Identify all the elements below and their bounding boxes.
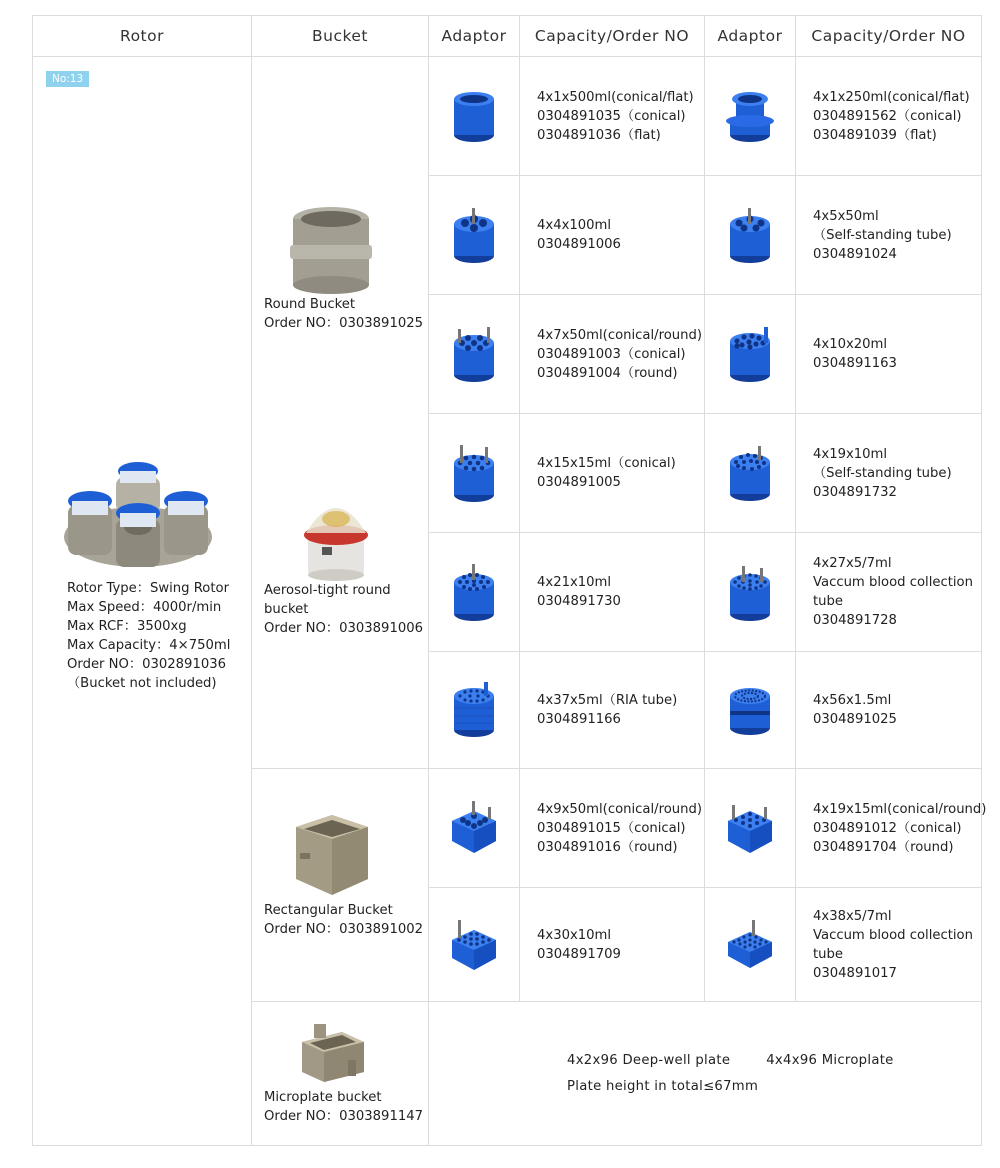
capacity-line: 4x19x10ml xyxy=(813,446,888,462)
adaptor-cell xyxy=(705,533,796,652)
adaptor-cell xyxy=(705,769,796,888)
capacity-cell xyxy=(520,769,705,888)
capacity-line: 0304891704（round) xyxy=(813,839,954,855)
swing-rotor-image xyxy=(25,457,251,573)
rotor-block xyxy=(33,457,251,693)
capacity-line: 0304891728 xyxy=(813,613,897,628)
capacity-line: 0304891012（conical) xyxy=(813,820,962,836)
capacity-line: 0304891016（round) xyxy=(537,839,678,855)
adaptor-cell xyxy=(429,176,520,295)
capacity-cell xyxy=(796,533,982,652)
capacity-line: 4x4x100ml xyxy=(537,218,612,233)
capacity-line: 0304891006 xyxy=(537,237,621,252)
capacity-cell xyxy=(796,888,982,1002)
adaptor-21-hole-icon xyxy=(450,582,498,601)
capacity-line: 0304891015（conical) xyxy=(537,820,686,836)
microplate-bucket-image xyxy=(264,1020,424,1088)
capacity-cell xyxy=(520,57,705,176)
header-bucket: Bucket xyxy=(252,16,429,57)
header-capacity-2: Capacity/Order NO xyxy=(796,16,982,57)
bucket-order-no: Order NO：0303891025 xyxy=(264,316,424,331)
rotor-badge: No:13 xyxy=(46,71,89,87)
bucket-name: bucket xyxy=(264,602,309,617)
bucket-order-no: Order NO：0303891147 xyxy=(264,1109,424,1124)
round-bucket-block xyxy=(264,205,424,333)
capacity-line: 0304891003（conical) xyxy=(537,346,686,362)
aerosol-tight-bucket-image xyxy=(264,489,424,581)
header-capacity-1: Capacity/Order NO xyxy=(520,16,705,57)
bucket-cell-microplate xyxy=(252,1002,429,1146)
capacity-line: 4x10x20ml xyxy=(813,337,888,352)
round-bucket-image xyxy=(264,205,424,295)
rectangular-bucket-text xyxy=(264,901,424,939)
capacity-line: Vaccum blood collection xyxy=(813,927,973,943)
adaptor-30-square-icon xyxy=(448,934,500,953)
capacity-line: 4x56x1.5ml xyxy=(813,693,892,708)
capacity-cell xyxy=(520,414,705,533)
rectangular-bucket-block xyxy=(264,809,424,939)
rotor-spec-text xyxy=(33,579,251,693)
bucket-order-no: Order NO：0303891006 xyxy=(264,621,424,636)
capacity-line: 4x15x15ml（conical) xyxy=(537,456,676,471)
header-rotor: Rotor xyxy=(33,16,252,57)
adaptor-cell xyxy=(429,57,520,176)
adaptor-56-hole-icon xyxy=(726,700,774,719)
bucket-cell-round xyxy=(252,57,429,769)
microplate-capacity-cell xyxy=(429,1002,982,1146)
bucket-name: Microplate bucket xyxy=(264,1090,382,1105)
adaptor-cell xyxy=(429,414,520,533)
rotor-line: Max Capacity：4×750ml xyxy=(67,638,231,653)
capacity-line: 0304891004（round) xyxy=(537,365,678,381)
bucket-order-no: Order NO：0303891002 xyxy=(264,922,424,937)
capacity-cell xyxy=(796,176,982,295)
capacity-line: tube xyxy=(813,946,844,962)
round-bucket-text xyxy=(264,295,424,333)
microplate-line: 4x2x96 Deep-well plate 4x4x96 Microplate xyxy=(567,1052,894,1068)
adaptor-37-hole-icon xyxy=(450,700,498,719)
bucket-cell-rectangular xyxy=(252,769,429,1002)
capacity-line: 0304891017 xyxy=(813,965,897,981)
adaptor-cell xyxy=(429,533,520,652)
adaptor-19-square-icon xyxy=(724,818,776,837)
capacity-line: 4x37x5ml（RIA tube) xyxy=(537,693,678,708)
adaptor-cell xyxy=(705,414,796,533)
aerosol-bucket-block xyxy=(264,489,424,638)
microplate-bucket-block xyxy=(264,1020,424,1126)
capacity-cell xyxy=(520,888,705,1002)
capacity-line: Vaccum blood collection xyxy=(813,575,973,590)
capacity-line: 0304891562（conical) xyxy=(813,108,962,124)
adaptor-7-hole-icon xyxy=(450,344,498,363)
rotor-line: （Bucket not included) xyxy=(67,676,217,691)
capacity-line: 0304891166 xyxy=(537,712,621,727)
rectangular-bucket-image xyxy=(264,809,424,901)
capacity-line: 0304891025 xyxy=(813,712,897,727)
bucket-name: Round Bucket xyxy=(264,297,356,312)
microplate-bucket-text xyxy=(264,1088,424,1126)
adaptor-cell xyxy=(705,888,796,1002)
capacity-line: 0304891709 xyxy=(537,946,621,962)
adaptor-cell xyxy=(705,652,796,769)
capacity-cell xyxy=(796,652,982,769)
bucket-name: Rectangular Bucket xyxy=(264,903,393,918)
adaptor-cell xyxy=(429,652,520,769)
capacity-line: 4x27x5/7ml xyxy=(813,556,892,571)
bucket-name: Aerosol-tight round xyxy=(264,583,391,598)
capacity-line: 4x38x5/7ml xyxy=(813,908,892,924)
adaptor-cell xyxy=(429,769,520,888)
capacity-cell xyxy=(796,57,982,176)
capacity-line: 0304891036（flat) xyxy=(537,127,661,143)
adaptor-10-hole-icon xyxy=(726,344,774,363)
header-adaptor-1: Adaptor xyxy=(429,16,520,57)
adaptor-cell xyxy=(429,295,520,414)
capacity-line: 0304891732 xyxy=(813,484,897,500)
capacity-cell xyxy=(796,295,982,414)
capacity-cell xyxy=(796,769,987,888)
microplate-line: Plate height in total≤67mm xyxy=(567,1078,759,1094)
adaptor-38-square-icon xyxy=(724,934,776,953)
adaptor-5-hole-icon xyxy=(726,225,774,244)
capacity-cell xyxy=(520,652,705,769)
adaptor-cup-icon xyxy=(450,106,498,125)
capacity-line: 0304891163 xyxy=(813,356,897,371)
capacity-line: 4x30x10ml xyxy=(537,927,612,943)
adaptor-cell xyxy=(705,295,796,414)
adaptor-flanged-cup-icon xyxy=(724,106,776,125)
capacity-line: 4x1x250ml(conical/flat) xyxy=(813,89,970,105)
capacity-line: 0304891039（flat) xyxy=(813,127,937,143)
adaptor-27-hole-icon xyxy=(726,582,774,601)
capacity-line: （Self-standing tube) xyxy=(813,227,952,243)
capacity-line: 0304891024 xyxy=(813,246,897,262)
capacity-cell xyxy=(520,295,705,414)
capacity-line: 4x9x50ml(conical/round) xyxy=(537,801,703,817)
header-adaptor-2: Adaptor xyxy=(705,16,796,57)
capacity-line: 4x21x10ml xyxy=(537,575,612,590)
capacity-line: 4x7x50ml(conical/round) xyxy=(537,327,703,343)
rotor-line: Order NO：0302891036 xyxy=(67,657,227,672)
capacity-line: 0304891730 xyxy=(537,594,621,609)
capacity-line: 4x5x50ml xyxy=(813,208,879,224)
adaptor-19-hole-icon xyxy=(726,463,774,482)
adaptor-4-hole-icon xyxy=(450,225,498,244)
adaptor-cell xyxy=(429,888,520,1002)
capacity-cell xyxy=(520,176,705,295)
capacity-line: 4x1x500ml(conical/flat) xyxy=(537,89,694,105)
capacity-cell xyxy=(520,533,705,652)
adaptor-cell xyxy=(705,57,796,176)
rotor-spec-table xyxy=(32,15,987,1146)
rotor-cell xyxy=(33,57,252,1146)
capacity-line: 4x19x15ml(conical/round) xyxy=(813,801,987,817)
adaptor-9-square-icon xyxy=(448,818,500,837)
capacity-cell xyxy=(796,414,982,533)
adaptor-cell xyxy=(705,176,796,295)
capacity-line: 0304891035（conical) xyxy=(537,108,686,124)
adaptor-15-hole-icon xyxy=(450,463,498,482)
rotor-line: Rotor Type：Swing Rotor xyxy=(67,581,230,596)
header-row xyxy=(33,16,982,57)
rotor-line: Max RCF：3500xg xyxy=(67,619,187,634)
microplate-capacity-text xyxy=(429,1048,981,1100)
aerosol-bucket-text xyxy=(264,581,424,638)
capacity-line: 0304891005 xyxy=(537,475,621,490)
table-row xyxy=(33,57,982,176)
capacity-line: （Self-standing tube) xyxy=(813,465,952,481)
rotor-line: Max Speed：4000r/min xyxy=(67,600,222,615)
capacity-line: tube xyxy=(813,594,844,609)
